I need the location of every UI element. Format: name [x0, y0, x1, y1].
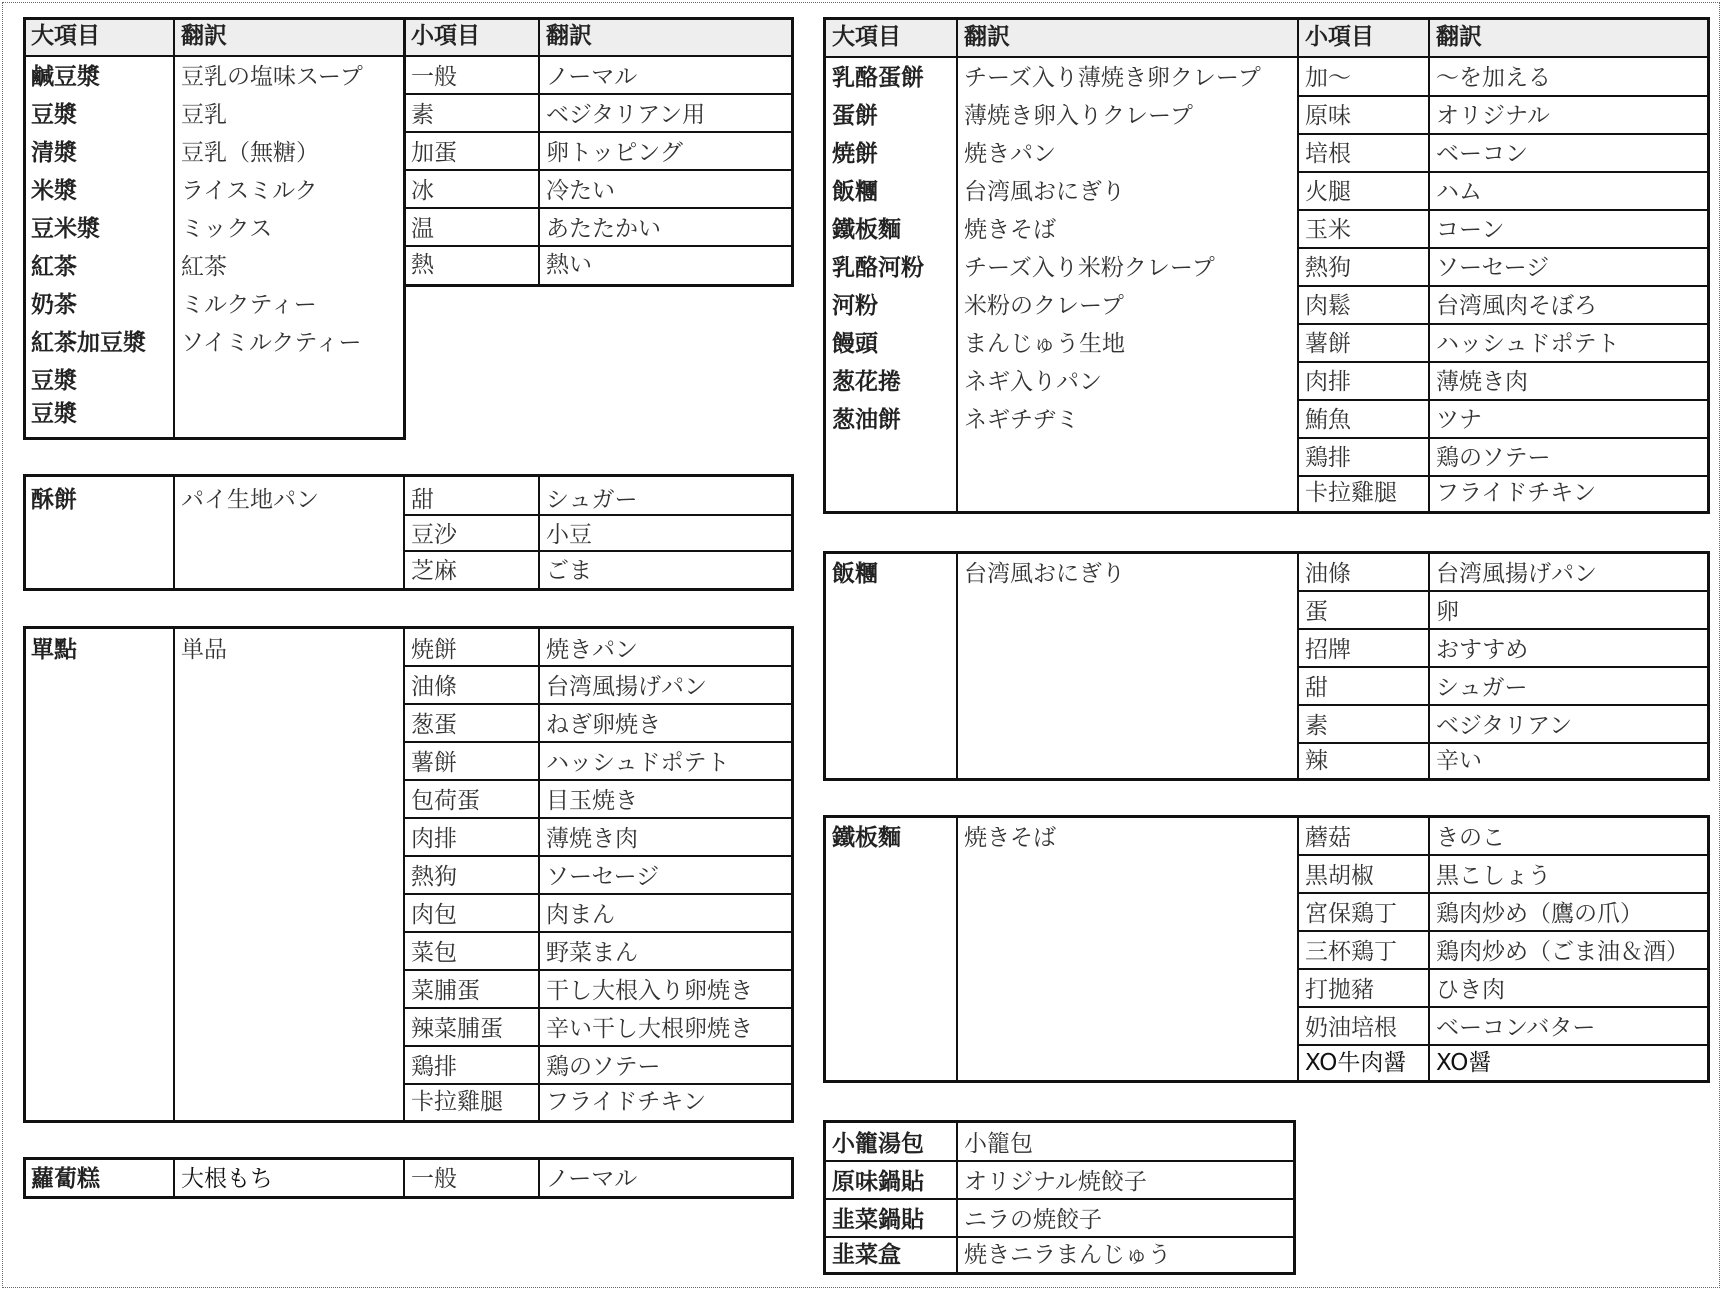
- minor-translation: ひき肉: [1436, 977, 1505, 1003]
- minor-translation: フライドチキン: [546, 1089, 707, 1115]
- major-translation: 台湾風おにぎり: [964, 179, 1125, 205]
- row-divider: [403, 1007, 791, 1009]
- major-translation: 台湾風おにぎり: [964, 561, 1125, 587]
- major-translation: 焼きそば: [964, 217, 1056, 243]
- teppan-noodles-table: [823, 815, 1710, 1083]
- col-divider: [403, 1160, 405, 1196]
- minor-item: 熱狗: [1305, 255, 1351, 281]
- row-divider: [403, 741, 791, 743]
- major-item: 清漿: [31, 140, 77, 166]
- row-divider: [1297, 742, 1707, 744]
- row-divider: [403, 131, 794, 133]
- minor-translation: オリジナル: [1436, 103, 1550, 129]
- row-divider: [1297, 892, 1707, 894]
- table-border-bottom-upper: [403, 284, 794, 287]
- minor-item: 熱狗: [411, 864, 457, 890]
- major-translation: チーズ入り薄焼き卵クレープ: [964, 65, 1261, 91]
- major-translation: ミルクティー: [181, 292, 317, 318]
- row-divider: [1297, 704, 1707, 706]
- row-divider: [1297, 399, 1707, 401]
- row-divider: [1297, 285, 1707, 287]
- major-item: 蘿蔔糕: [31, 1166, 100, 1192]
- major-translation: 豆乳: [181, 102, 227, 128]
- major-item: 豆漿: [31, 368, 77, 394]
- header-minor: 小項目: [1305, 24, 1374, 50]
- minor-item: 火腿: [1305, 179, 1351, 205]
- minor-translation: ハッシュドポテト: [1436, 331, 1620, 357]
- minor-item: 肉鬆: [1305, 293, 1351, 319]
- minor-item: 鶏排: [1305, 445, 1351, 471]
- minor-translation: 鶏のソテー: [546, 1054, 661, 1080]
- minor-translation: ベジタリアン: [1436, 713, 1573, 739]
- major-item: 葱油餅: [832, 407, 901, 433]
- row-divider: [403, 855, 791, 857]
- major-item: 紅茶: [31, 254, 77, 280]
- major-translation: 焼きそば: [964, 825, 1056, 851]
- major-item: 奶茶: [31, 292, 77, 318]
- minor-item: 加蛋: [411, 140, 457, 166]
- minor-translation: おすすめ: [1436, 637, 1529, 663]
- col-divider: [956, 554, 958, 778]
- minor-translation: ベーコンバター: [1436, 1015, 1596, 1041]
- row-divider: [1297, 247, 1707, 249]
- major-translation: 焼きニラまんじゅう: [964, 1242, 1171, 1268]
- major-translation: 小籠包: [964, 1131, 1033, 1157]
- col-divider: [173, 477, 175, 588]
- minor-translation: コーン: [1436, 217, 1505, 243]
- major-translation: ライスミルク: [181, 178, 318, 204]
- major-translation: 焼きパン: [964, 141, 1056, 167]
- table-border-top: [23, 17, 794, 20]
- row-divider: [403, 550, 791, 552]
- minor-translation: ～を加える: [1436, 65, 1551, 91]
- table-border-left: [23, 17, 26, 440]
- row-divider: [1297, 930, 1707, 932]
- minor-item: 甜: [1305, 675, 1328, 701]
- major-item: 酥餅: [31, 487, 77, 513]
- minor-item: 薯餅: [411, 750, 457, 776]
- header-major: 大項目: [832, 24, 901, 50]
- minor-translation: 台湾風揚げパン: [1436, 561, 1597, 587]
- row-divider: [1297, 323, 1707, 325]
- row-divider: [1297, 666, 1707, 668]
- major-translation: 豆乳の塩味スープ: [181, 64, 363, 90]
- row-divider: [1297, 590, 1707, 592]
- major-item: 乳酪河粉: [832, 255, 924, 281]
- minor-item: 加～: [1305, 65, 1351, 91]
- minor-item: 招牌: [1305, 637, 1351, 663]
- minor-translation: 小豆: [546, 522, 592, 548]
- row-divider: [1297, 628, 1707, 630]
- minor-translation: 鶏肉炒め（ごま油＆酒）: [1436, 939, 1689, 965]
- minor-item: 素: [411, 102, 434, 128]
- col-divider: [173, 1160, 175, 1196]
- minor-translation: シュガー: [546, 487, 638, 513]
- drinks-table: [23, 17, 794, 440]
- minor-item: 玉米: [1305, 217, 1351, 243]
- header-minor-translation: 翻訳: [546, 23, 592, 49]
- table-header-bg: [826, 20, 1707, 58]
- major-item: 飯糰: [832, 561, 878, 587]
- major-translation: 豆乳（無糖）: [181, 140, 319, 166]
- minor-translation: ノーマル: [546, 64, 638, 90]
- col-divider: [173, 17, 175, 440]
- minor-item: 油條: [411, 674, 457, 700]
- minor-translation: ごま: [546, 558, 592, 584]
- major-translation: 米粉のクレープ: [964, 293, 1124, 319]
- major-item: 單點: [31, 637, 77, 663]
- minor-item: 蛋: [1305, 599, 1328, 625]
- row-divider: [826, 1160, 1293, 1162]
- minor-translation: ハッシュドポテト: [546, 750, 730, 776]
- pastry-table: [23, 474, 794, 591]
- minor-translation: 焼きパン: [546, 637, 638, 663]
- minor-item: 原味: [1305, 103, 1351, 129]
- row-divider: [403, 969, 791, 971]
- minor-translation: 黒こしょう: [1436, 863, 1551, 889]
- major-item: 紅茶加豆漿: [31, 330, 146, 356]
- minor-item: 冰: [411, 178, 434, 204]
- col-divider: [538, 477, 540, 588]
- col-divider: [1297, 818, 1299, 1080]
- minor-translation: ノーマル: [546, 1166, 638, 1192]
- row-divider: [403, 703, 791, 705]
- row-divider: [403, 893, 791, 895]
- minor-item: 黒胡椒: [1305, 863, 1374, 889]
- major-item: 韭菜盒: [832, 1242, 901, 1268]
- minor-item: 辣: [1305, 748, 1328, 774]
- minor-translation: 辛い干し大根卵焼き: [546, 1016, 753, 1042]
- rice-ball-table: [823, 551, 1710, 781]
- major-item: 河粉: [832, 293, 878, 319]
- col-divider: [538, 1160, 540, 1196]
- minor-translation: 干し大根入り卵焼き: [546, 978, 753, 1004]
- major-item: 蛋餅: [832, 103, 878, 129]
- minor-translation: シュガー: [1436, 675, 1528, 701]
- row-divider: [403, 817, 791, 819]
- major-item: 鹹豆漿: [31, 64, 100, 90]
- major-item: 鐵板麵: [832, 217, 901, 243]
- row-divider: [1297, 854, 1707, 856]
- minor-translation: きのこ: [1436, 825, 1505, 851]
- minor-item: 芝麻: [411, 558, 457, 584]
- minor-item: 包荷蛋: [411, 788, 480, 814]
- minor-translation: 薄焼き肉: [546, 826, 638, 852]
- minor-translation: フライドチキン: [1436, 480, 1597, 506]
- major-item: 乳酪蛋餅: [832, 65, 924, 91]
- minor-item: 鮪魚: [1305, 407, 1351, 433]
- major-item: 飯糰: [832, 179, 878, 205]
- row-divider: [826, 1198, 1293, 1200]
- minor-translation: 辛い: [1436, 748, 1482, 774]
- major-translation: 薄焼き卵入りクレープ: [964, 103, 1193, 129]
- row-divider: [1297, 361, 1707, 363]
- minor-translation: 台湾風揚げパン: [546, 674, 707, 700]
- minor-item: 豆沙: [411, 522, 457, 548]
- minor-translation: ソーセージ: [1436, 255, 1550, 281]
- minor-item: 卡拉雞腿: [411, 1089, 503, 1115]
- major-item: 豆米漿: [31, 216, 100, 242]
- minor-item: 焼餅: [411, 637, 457, 663]
- minor-translation: ソーセージ: [546, 864, 660, 890]
- minor-translation: 熱い: [546, 252, 592, 278]
- minor-item: 宮保鶏丁: [1305, 901, 1397, 927]
- minor-item: 打拋豬: [1305, 977, 1374, 1003]
- major-item: 小籠湯包: [832, 1131, 924, 1157]
- crepes-table: [823, 17, 1710, 514]
- major-translation: まんじゅう生地: [964, 331, 1125, 357]
- table-header-bg: [23, 17, 794, 57]
- minor-item: XO牛肉醤: [1305, 1050, 1407, 1076]
- minor-translation: ツナ: [1436, 407, 1482, 433]
- col-divider: [403, 17, 406, 440]
- major-translation: ネギ入りパン: [964, 369, 1102, 395]
- col-divider: [956, 20, 958, 511]
- major-item: 米漿: [31, 178, 77, 204]
- minor-translation: 鶏肉炒め（鷹の爪）: [1436, 901, 1643, 927]
- minor-translation: ねぎ卵焼き: [546, 712, 661, 738]
- row-divider: [403, 931, 791, 933]
- single-items-table: [23, 626, 794, 1123]
- minor-translation: ハム: [1436, 179, 1482, 205]
- row-divider: [1297, 475, 1707, 477]
- minor-translation: 台湾風肉そぼろ: [1436, 293, 1597, 319]
- major-translation: 紅茶: [181, 254, 227, 280]
- minor-item: 辣菜脯蛋: [411, 1016, 503, 1042]
- table-border-bottom-lower: [23, 437, 405, 440]
- row-divider: [403, 779, 791, 781]
- radish-cake-table: [23, 1157, 794, 1199]
- minor-translation: 野菜まん: [546, 940, 638, 966]
- major-item: 饅頭: [832, 331, 878, 357]
- major-item: 豆漿: [31, 401, 77, 427]
- row-divider: [1297, 968, 1707, 970]
- minor-item: 薯餅: [1305, 331, 1351, 357]
- minor-item: 葱蛋: [411, 712, 457, 738]
- row-divider: [1297, 1006, 1707, 1008]
- major-translation: 大根もち: [181, 1166, 273, 1192]
- minor-item: 鶏排: [411, 1054, 457, 1080]
- minor-translation: ベーコン: [1436, 141, 1528, 167]
- row-divider: [403, 245, 794, 247]
- minor-item: 油條: [1305, 561, 1351, 587]
- major-item: 原味鍋貼: [832, 1169, 924, 1195]
- major-item: 焼餅: [832, 141, 878, 167]
- minor-item: 菜脯蛋: [411, 978, 480, 1004]
- col-divider: [173, 629, 175, 1120]
- row-divider: [1297, 171, 1707, 173]
- major-item: 韭菜鍋貼: [832, 1207, 924, 1233]
- row-divider: [403, 514, 791, 516]
- minor-item: 温: [411, 216, 434, 242]
- major-item: 豆漿: [31, 102, 77, 128]
- minor-item: 熱: [411, 252, 434, 278]
- col-divider: [1428, 818, 1430, 1080]
- minor-item: 三杯鶏丁: [1305, 939, 1397, 965]
- col-divider: [403, 477, 405, 588]
- minor-translation: 冷たい: [546, 178, 615, 204]
- minor-translation: 鶏のソテー: [1436, 445, 1551, 471]
- minor-item: 一般: [411, 1166, 457, 1192]
- minor-item: 素: [1305, 713, 1328, 739]
- header-minor: 小項目: [411, 23, 480, 49]
- minor-item: 蘑菇: [1305, 825, 1351, 851]
- row-divider: [1297, 95, 1707, 97]
- major-translation: チーズ入り米粉クレープ: [964, 255, 1215, 281]
- row-divider: [1297, 1044, 1707, 1046]
- row-divider: [1297, 133, 1707, 135]
- minor-item: 肉排: [411, 826, 457, 852]
- header-major: 大項目: [31, 23, 100, 49]
- row-divider: [1297, 437, 1707, 439]
- col-divider: [956, 818, 958, 1080]
- minor-item: 肉包: [411, 902, 457, 928]
- major-translation: ネギチヂミ: [964, 407, 1079, 433]
- minor-item: 奶油培根: [1305, 1015, 1397, 1041]
- major-translation: ソイミルクティー: [181, 330, 362, 356]
- row-divider: [403, 665, 791, 667]
- row-divider: [826, 1236, 1293, 1238]
- minor-item: 甜: [411, 487, 434, 513]
- major-translation: ニラの焼餃子: [964, 1207, 1102, 1233]
- row-divider: [403, 1045, 791, 1047]
- header-translation: 翻訳: [964, 24, 1010, 50]
- minor-translation: 肉まん: [546, 902, 615, 928]
- major-translation: オリジナル焼餃子: [964, 1169, 1147, 1195]
- minor-translation: XO醤: [1436, 1050, 1492, 1076]
- row-divider: [403, 207, 794, 209]
- row-divider: [1297, 209, 1707, 211]
- minor-translation: 薄焼き肉: [1436, 369, 1528, 395]
- minor-item: 肉排: [1305, 369, 1351, 395]
- minor-translation: 卵トッピング: [546, 140, 683, 166]
- header-translation: 翻訳: [181, 23, 227, 49]
- major-item: 鐵板麵: [832, 825, 901, 851]
- major-translation: 単品: [181, 637, 227, 663]
- row-divider: [403, 93, 794, 95]
- row-divider: [403, 1083, 791, 1085]
- major-item: 葱花捲: [832, 369, 901, 395]
- dumplings-table: [823, 1120, 1296, 1275]
- minor-item: 一般: [411, 64, 457, 90]
- minor-translation: ベジタリアン用: [546, 102, 706, 128]
- minor-item: 卡拉雞腿: [1305, 480, 1397, 506]
- major-translation: ミックス: [181, 216, 273, 242]
- major-translation: パイ生地パン: [181, 487, 319, 513]
- minor-item: 菜包: [411, 940, 457, 966]
- minor-translation: あたたかい: [546, 216, 661, 242]
- row-divider: [403, 169, 794, 171]
- minor-item: 培根: [1305, 141, 1351, 167]
- header-minor-translation: 翻訳: [1436, 24, 1482, 50]
- minor-translation: 目玉焼き: [546, 788, 638, 814]
- minor-translation: 卵: [1436, 599, 1459, 625]
